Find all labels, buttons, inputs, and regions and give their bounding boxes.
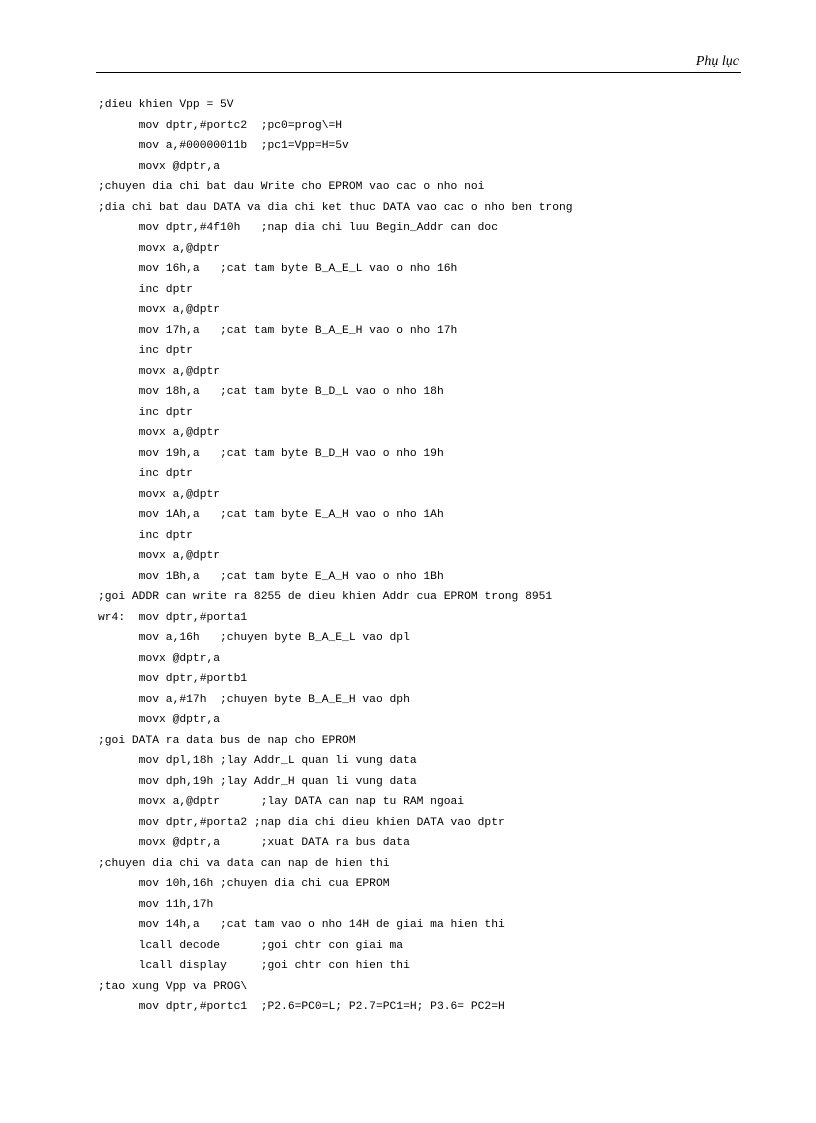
code-line: mov dptr,#porta2 ;nap dia chi dieu khien DATA vao dptr <box>98 816 505 829</box>
code-line: movx a,@dptr <box>98 365 221 378</box>
code-line: mov 16h,a ;cat tam byte B_A_E_L vao o nho 16h <box>98 263 458 275</box>
code-line: movx @dptr,a <box>98 160 221 173</box>
code-line: ;chuyen dia chi bat dau Write cho EPROM vao cac o nho noi <box>98 181 485 193</box>
code-line: movx a,@dptr <box>98 488 221 501</box>
code-line: ;goi DATA ra data bus de nap cho EPROM <box>98 734 356 747</box>
code-line: mov a,16h ;chuyen byte B_A_E_L vao dpl <box>98 632 410 644</box>
page-header <box>96 52 741 73</box>
code-line: mov a,#17h ;chuyen byte B_A_E_H vao dph <box>98 693 410 706</box>
code-line: movx a,@dptr <box>98 550 221 562</box>
code-line: ;chuyen dia chi va data can nap de hien thi <box>98 857 390 870</box>
code-line: movx a,@dptr <box>98 427 221 439</box>
code-line: mov 1Ah,a ;cat tam byte E_A_H vao o nho 1Ah <box>98 509 444 521</box>
code-line: mov a,#00000011b ;pc1=Vpp=H=5v <box>98 140 349 152</box>
code-line: mov 18h,a ;cat tam byte B_D_L vao o nho 18h <box>98 386 444 398</box>
code-line: inc dptr <box>98 345 193 357</box>
code-line: inc dptr <box>98 529 193 542</box>
code-line: movx @dptr,a <box>98 714 221 726</box>
code-line: movx @dptr,a ;xuat DATA ra bus data <box>98 837 410 849</box>
code-line: inc dptr <box>98 283 193 296</box>
code-line: movx @dptr,a <box>98 652 221 665</box>
code-line: movx a,@dptr ;lay DATA can nap tu RAM ngoai <box>98 796 465 808</box>
code-line: ;tao xung Vpp va PROG\ <box>98 980 248 993</box>
code-line: mov 10h,16h ;chuyen dia chi cua EPROM <box>98 878 390 890</box>
code-line: mov dptr,#4f10h ;nap dia chi luu Begin_Addr can doc <box>98 222 498 234</box>
code-line: mov dph,19h ;lay Addr_H quan li vung data <box>98 775 417 788</box>
code-line: movx a,@dptr <box>98 304 221 316</box>
code-line: mov 19h,a ;cat tam byte B_D_H vao o nho 19h <box>98 447 444 460</box>
code-line: movx a,@dptr <box>98 242 221 255</box>
code-line: mov dpl,18h ;lay Addr_L quan li vung data <box>98 755 417 767</box>
code-listing <box>98 95 738 1018</box>
code-line: inc dptr <box>98 468 193 480</box>
code-line: mov 14h,a ;cat tam vao o nho 14H de giai ma hien thi <box>98 919 505 931</box>
code-line: mov dptr,#portc1 ;P2.6=PC0=L; P2.7=PC1=H; P3.6= PC2=H <box>98 1001 505 1013</box>
code-line: ;dia chi bat dau DATA va dia chi ket thuc DATA vao cac o nho ben trong <box>98 201 573 214</box>
code-line: wr4: mov dptr,#porta1 <box>98 611 248 624</box>
code-line: lcall display ;goi chtr con hien thi <box>98 960 410 972</box>
code-line: ;dieu khien Vpp = 5V <box>98 99 234 111</box>
code-line: mov dptr,#portc2 ;pc0=prog\=H <box>98 119 343 132</box>
code-line: mov dptr,#portb1 <box>98 673 248 685</box>
code-line: mov 17h,a ;cat tam byte B_A_E_H vao o nho 17h <box>98 324 458 337</box>
code-line: lcall decode ;goi chtr con giai ma <box>98 939 404 952</box>
code-line: mov 11h,17h <box>98 898 214 911</box>
header-title: Phụ lục <box>695 54 739 69</box>
code-line: inc dptr <box>98 406 193 419</box>
code-line: mov 1Bh,a ;cat tam byte E_A_H vao o nho 1Bh <box>98 570 444 583</box>
code-line: ;goi ADDR can write ra 8255 de dieu khien Addr cua EPROM trong 8951 <box>98 591 553 603</box>
